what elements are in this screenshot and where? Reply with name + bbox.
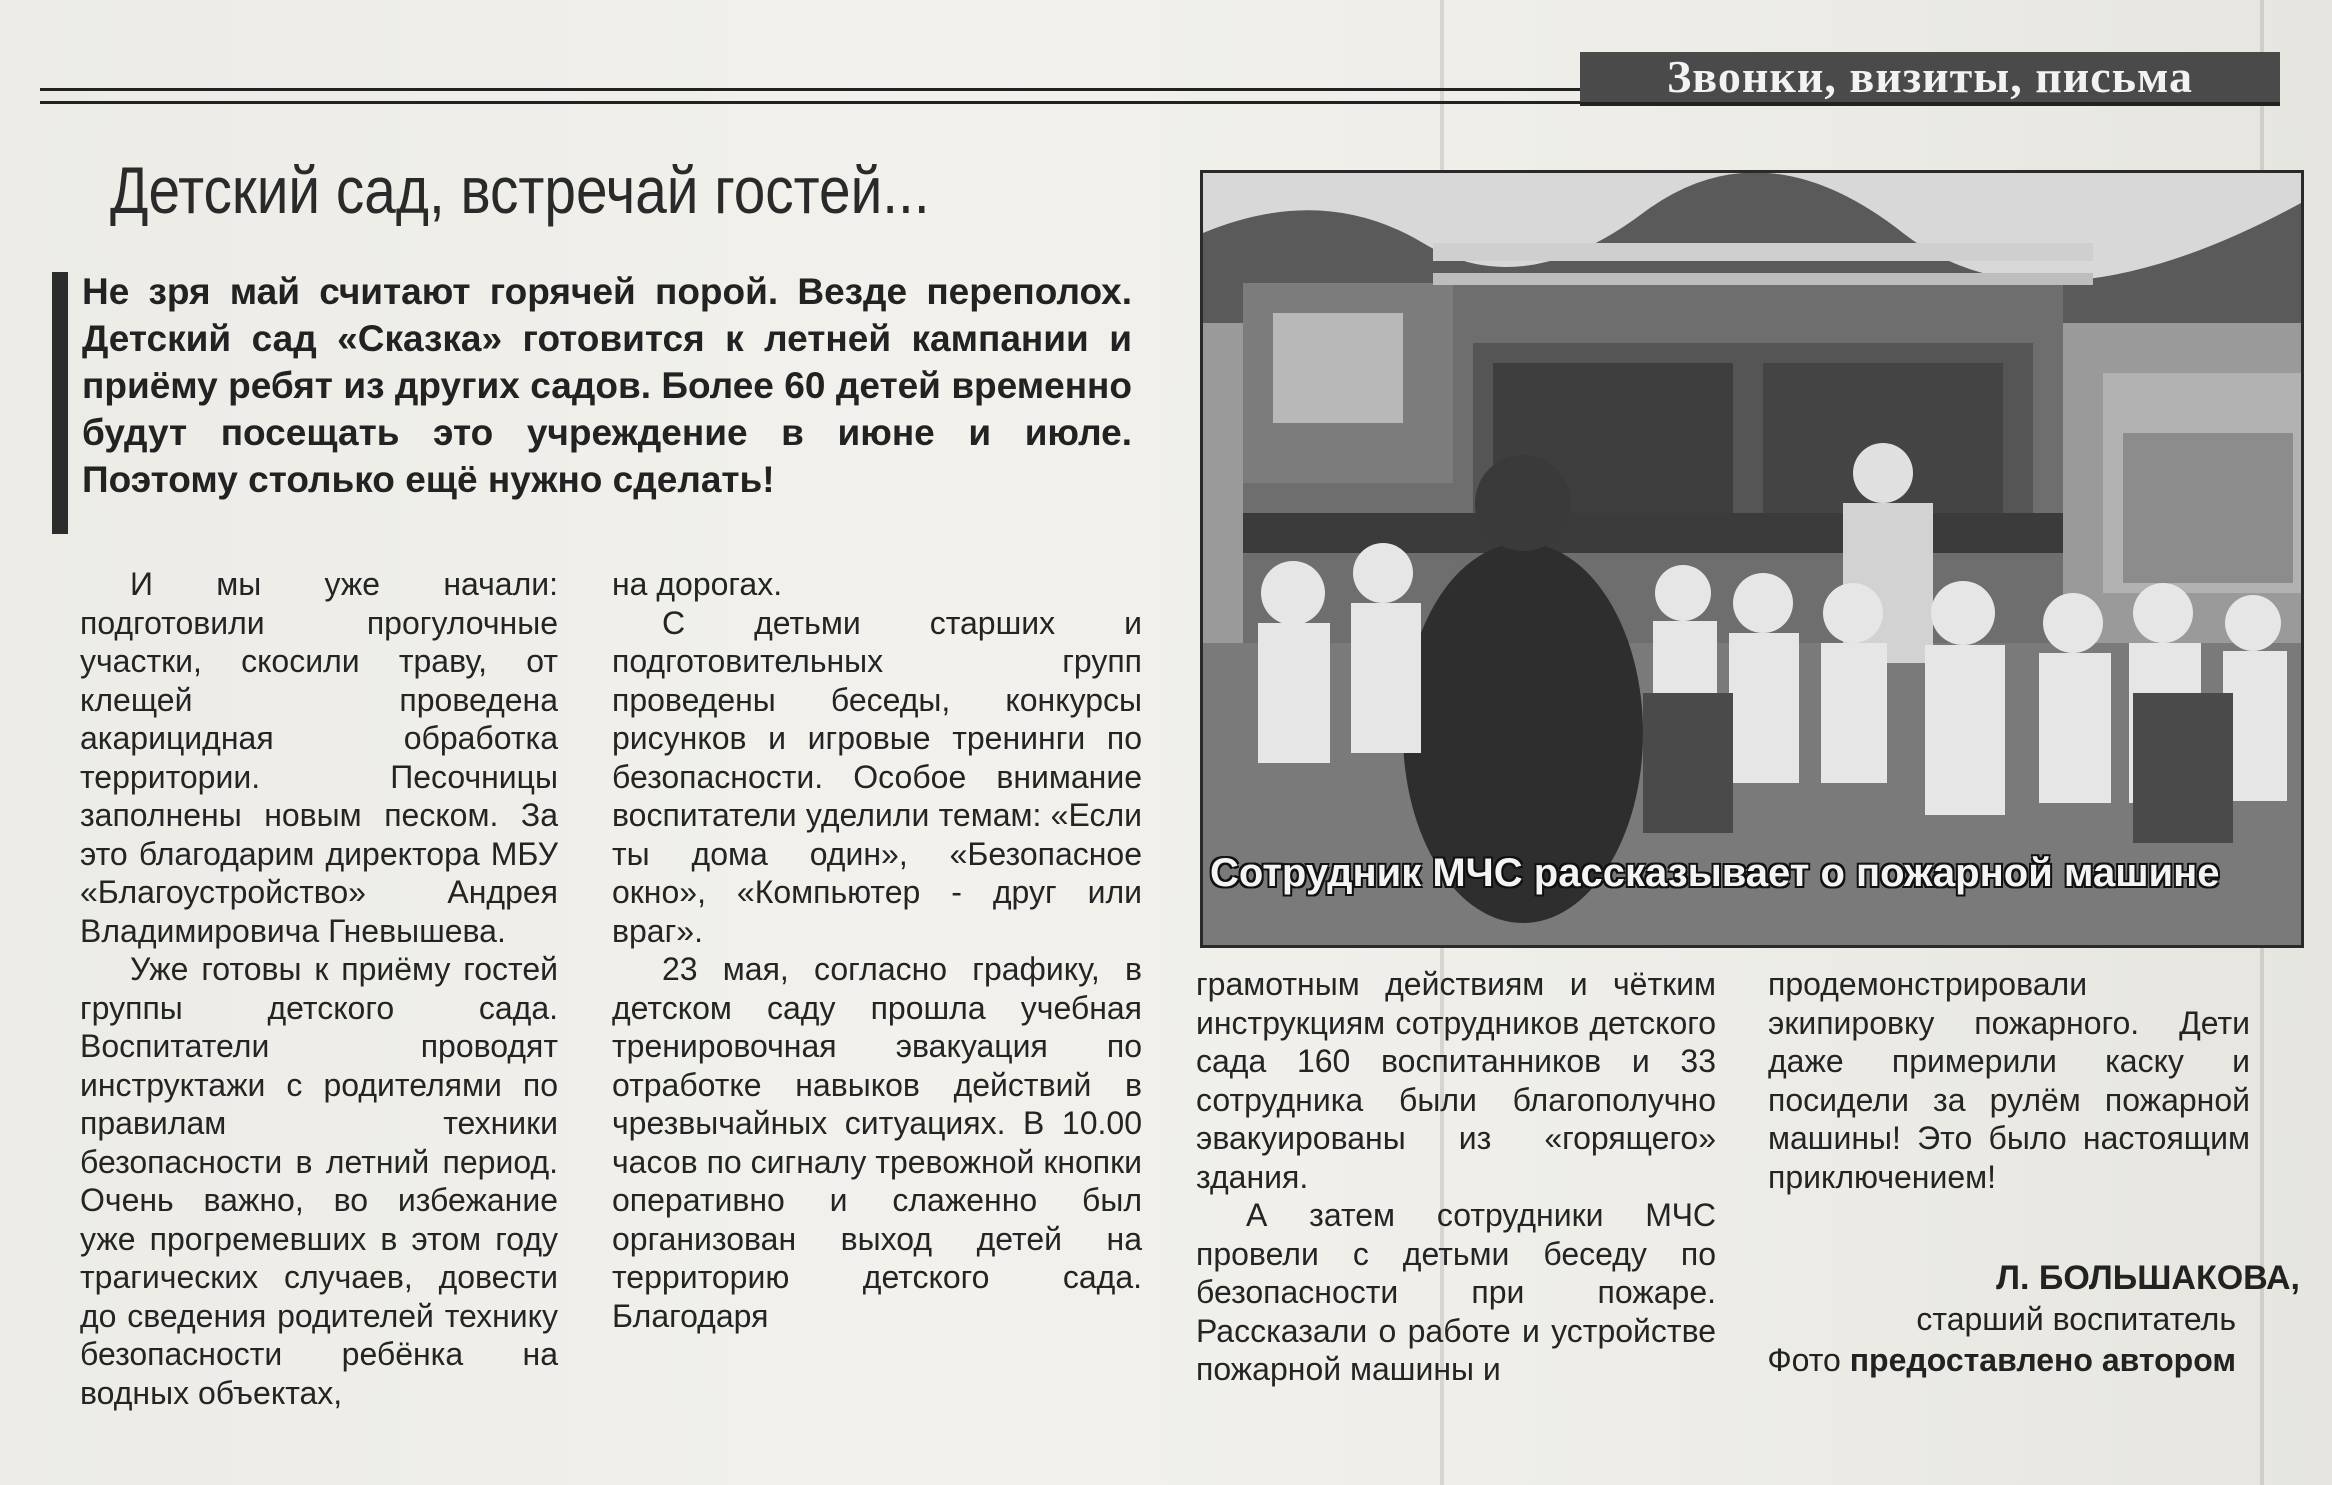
paragraph: А затем сотрудники МЧС провели с детьми беседу по безопасности при пожаре. Рассказали о работе и устройстве пожарной машины и: [1196, 1197, 1716, 1387]
photo-firetruck-children: [1203, 173, 2301, 945]
article-lead: Не зря май считают горячей порой. Везде переполох. Детский сад «Сказка» готовится к летней кампании и приёму ребят из других садов. Более 60 детей временно будут посещать это учреждение в июне и июле. Поэтому столько ещё нужно сделать!: [82, 271, 1132, 500]
lead-accent-bar: [52, 272, 68, 534]
photo-credit-prefix: Фото: [1767, 1342, 1841, 1378]
rubric-label: Звонки, визиты, письма: [1580, 52, 2280, 106]
photo-credit: [1700, 1340, 2236, 1380]
paragraph: С детьми старших и подготовительных групп проведены беседы, конкурсы рисунков и игровые тренинги по безопасности. Особое внимание воспитатели уделили темам: «Если ты дома один», «Безопасное окно», «Компьютер - друг или враг».: [612, 604, 1142, 949]
photo-caption: Сотрудник МЧС рассказывает о пожарной машине: [1210, 851, 2220, 895]
paragraph: продемонстрировали экипировку пожарного. Дети даже примерили каску и посидели за рулём пожарной машины! Это было настоящим приключением!: [1768, 966, 2250, 1195]
author-name: Л. БОЛЬШАКОВА,: [1996, 1259, 2300, 1297]
text-column-2: [612, 565, 1142, 1335]
paragraph: на дорогах.: [612, 566, 783, 602]
author-role: старший воспитатель: [1916, 1301, 2236, 1337]
photo-credit-text: предоставлено автором: [1849, 1342, 2236, 1378]
paragraph: грамотным действиям и чётким инструкциям сотрудников детского сада 160 воспитанников и 33 сотрудника были благополучно эвакуированы из «горящего» здания.: [1196, 966, 1716, 1195]
text-column-1: [80, 565, 558, 1412]
paragraph: Уже готовы к приёму гостей группы детского сада. Воспитатели проводят инструктажи с родителями по правилам техники безопасности в летний период. Очень важно, во избежание уже прогремевших в этом году трагических случаев, довести до сведения родителей технику безопасности ребёнка на водных объектах,: [80, 951, 558, 1411]
article-photo: [1200, 170, 2304, 948]
paragraph: 23 мая, согласно графику, в детском саду прошла учебная тренировочная эвакуация по отработке навыков действий в чрезвычайных ситуациях. В 10.00 часов по сигналу тревожной кнопки оперативно и слаженно был организован выход детей на территорию детского сада. Благодаря: [612, 951, 1142, 1334]
article-headline: Детский сад, встречай гостей...: [110, 153, 930, 227]
text-column-3: [1196, 965, 1716, 1389]
text-column-4: [1768, 965, 2250, 1196]
rubric-rule: [40, 88, 1580, 104]
paragraph: И мы уже начали: подготовили прогулочные участки, скосили траву, от клещей проведена акарицидная обработка территории. Песочницы заполнены новым песком. За это благодарим директора МБУ «Благоустройство» Андрея Владимировича Гневышева.: [80, 566, 558, 949]
